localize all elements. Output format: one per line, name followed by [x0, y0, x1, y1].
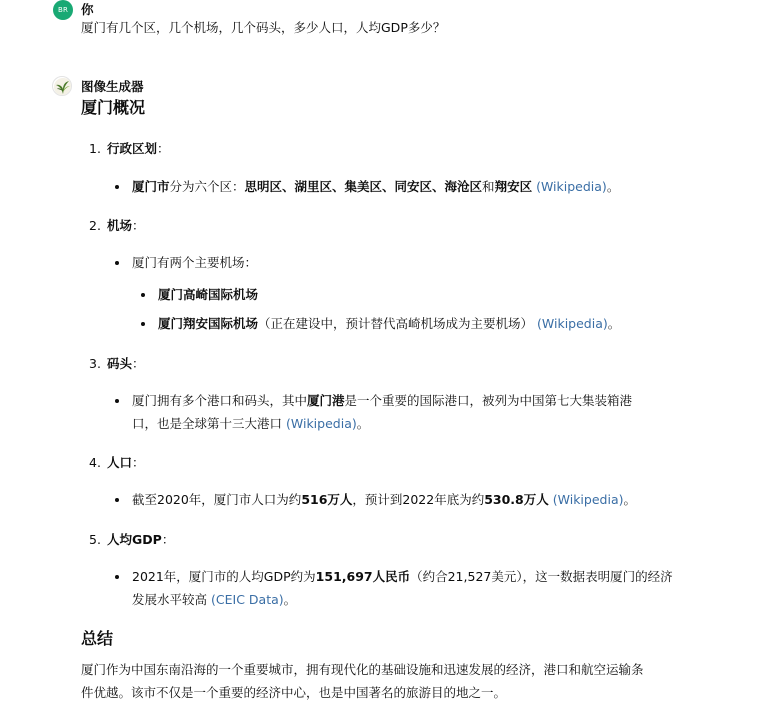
source-link-wikipedia[interactable]: Wikipedia: [540, 179, 602, 194]
user-avatar: [53, 0, 73, 20]
summary-heading: 总结: [81, 629, 114, 648]
source-link-wikipedia[interactable]: Wikipedia: [290, 416, 352, 431]
section-2-title: 2. 机场：: [89, 218, 145, 233]
bot-name: 图像生成器: [81, 79, 144, 94]
user-question: 厦门有几个区，几个机场，几个码头，多少人口，人均GDP多少？: [81, 20, 446, 35]
section-2-sub-bullet-1: 厦门高崎国际机场: [158, 283, 258, 306]
section-3-title: 3. 码头：: [89, 356, 145, 371]
plant-logo-icon: [53, 77, 72, 96]
section-2-sub-bullet-2: 厦门翔安国际机场（正在建设中，预计替代高崎机场成为主要机场） (Wikipedia)。: [158, 312, 620, 335]
summary-text: 厦门作为中国东南沿海的一个重要城市，拥有现代化的基础设施和迅速发展的经济，港口和航空运输条 件优越。该市不仅是一个重要的经济中心，也是中国著名的旅游目的地之一。: [81, 662, 644, 700]
section-1-bullet: 厦门市分为六个区：思明区、湖里区、集美区、同安区、海沧区和翔安区 (Wikipedia)。: [132, 175, 619, 198]
section-1-title: 1. 行政区划：: [89, 141, 170, 156]
section-4-title: 4. 人口：: [89, 455, 145, 470]
section-5-title: 5. 人均GDP：: [89, 532, 175, 547]
section-4-bullet: 截至2020年，厦门市人口为约516万人，预计到2022年底为约530.8万人 (Wikipedia)。: [132, 488, 636, 511]
bot-avatar: [52, 76, 72, 96]
section-3-bullet: 厦门拥有多个港口和码头，其中厦门港是一个重要的国际港口，被列为中国第七大集装箱港 口，也是全球第十三大港口 (Wikipedia)。: [132, 389, 692, 435]
response-heading: 厦门概况: [81, 98, 146, 117]
source-link-wikipedia[interactable]: Wikipedia: [541, 316, 603, 331]
section-5-bullet: 2021年，厦门市的人均GDP约为151,697人民币（约合21,527美元），这一数据表明厦门的经济 发展水平较高 (CEIC Data)。: [132, 565, 692, 611]
user-avatar-initials: BR: [57, 6, 69, 14]
source-link-ceic-data[interactable]: CEIC Data: [215, 592, 279, 607]
source-link-wikipedia[interactable]: Wikipedia: [557, 492, 619, 507]
user-name: 你: [81, 2, 94, 17]
section-2-bullet: 厦门有两个主要机场：: [132, 251, 257, 274]
